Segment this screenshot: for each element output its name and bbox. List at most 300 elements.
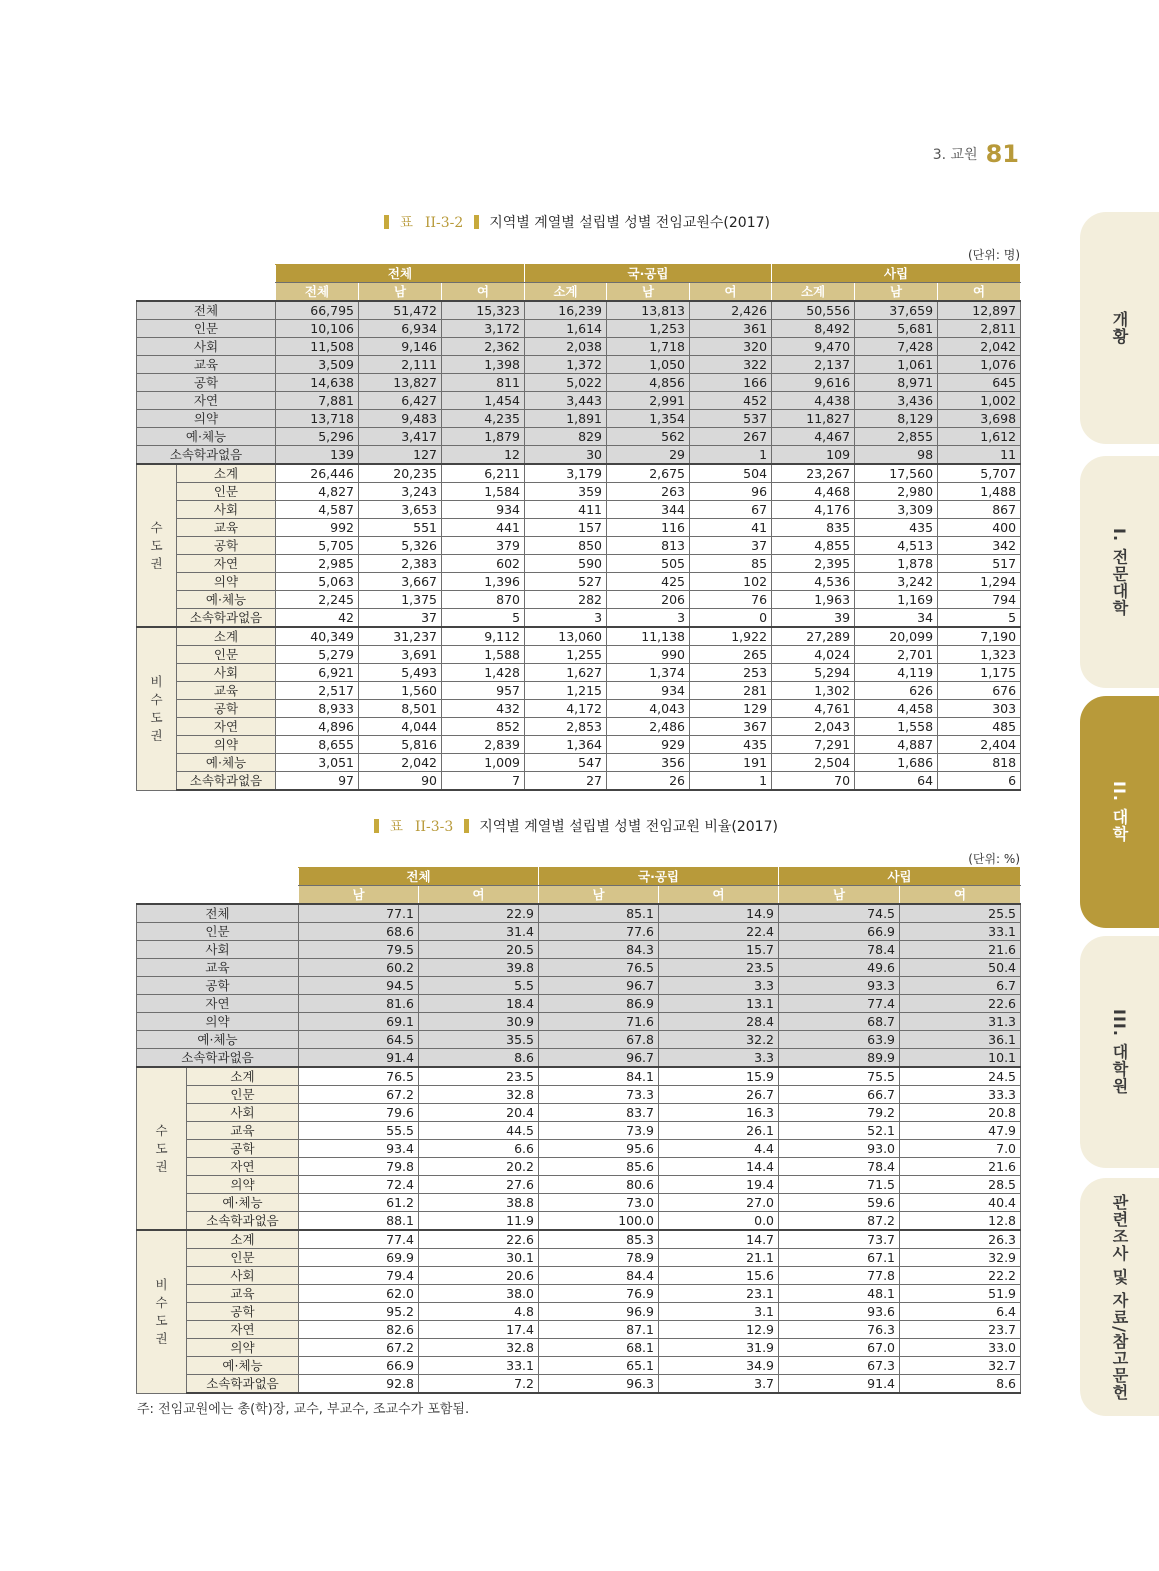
table-cell: 88.1 <box>299 1212 419 1231</box>
column-header: 소계 <box>525 283 607 302</box>
table-cell: 84.3 <box>539 941 659 959</box>
table-cell: 5,707 <box>938 464 1021 483</box>
row-category: 공학 <box>177 700 276 718</box>
table-cell: 64 <box>855 772 938 791</box>
table-cell: 50,556 <box>772 301 855 320</box>
table-cell: 24.5 <box>900 1067 1021 1086</box>
table-cell: 3,417 <box>359 428 442 446</box>
table-cell: 73.9 <box>539 1122 659 1140</box>
table-cell: 265 <box>690 646 772 664</box>
table-cell: 1,922 <box>690 627 772 646</box>
table-cell: 0 <box>690 609 772 628</box>
table-cell: 55.5 <box>299 1122 419 1140</box>
tab-junior-college[interactable]: I. 전문대학 <box>1080 456 1159 688</box>
group-header: 전체 <box>299 868 539 886</box>
table-cell: 4,119 <box>855 664 938 682</box>
table-cell: 47.9 <box>900 1122 1021 1140</box>
table-cell: 75.5 <box>779 1067 900 1086</box>
table-cell: 84.4 <box>539 1267 659 1285</box>
table-cell: 23.5 <box>659 959 779 977</box>
table-cell: 73.3 <box>539 1086 659 1104</box>
table-cell: 3,443 <box>525 392 607 410</box>
column-header: 남 <box>779 886 900 905</box>
table-cell: 5,493 <box>359 664 442 682</box>
table-cell: 835 <box>772 519 855 537</box>
table-cell: 263 <box>607 483 690 501</box>
table-row <box>137 736 1021 754</box>
table-cell: 2,675 <box>607 464 690 483</box>
row-category: 예·체능 <box>177 754 276 772</box>
table-cell: 52.1 <box>779 1122 900 1140</box>
table-cell: 3,509 <box>276 356 359 374</box>
table-cell: 253 <box>690 664 772 682</box>
table-cell: 32.9 <box>900 1249 1021 1267</box>
table-cell: 127 <box>359 446 442 465</box>
section-label: 3. 교원 <box>932 147 978 163</box>
table-cell: 7.2 <box>419 1375 539 1394</box>
table-cell: 322 <box>690 356 772 374</box>
table-cell: 76.5 <box>299 1067 419 1086</box>
table-row <box>137 995 1021 1013</box>
table-row <box>137 700 1021 718</box>
table-cell: 4,467 <box>772 428 855 446</box>
table-cell: 1,558 <box>855 718 938 736</box>
region-label: 비 수 도 권 <box>137 1230 187 1393</box>
row-category: 소속학과없음 <box>177 772 276 791</box>
table-cell: 32.8 <box>419 1086 539 1104</box>
table-cell: 1,372 <box>525 356 607 374</box>
table-cell: 4,024 <box>772 646 855 664</box>
table-row <box>137 1049 1021 1068</box>
tab-university[interactable]: II. 대학 <box>1080 696 1159 928</box>
table-cell: 61.2 <box>299 1194 419 1212</box>
title-bar-icon <box>374 819 379 833</box>
table-cell: 42 <box>276 609 359 628</box>
table-cell: 96 <box>690 483 772 501</box>
table-row <box>137 904 1021 923</box>
table-cell: 25.5 <box>900 904 1021 923</box>
table-cell: 12 <box>442 446 525 465</box>
table-cell: 432 <box>442 700 525 718</box>
table-cell: 9,470 <box>772 338 855 356</box>
table-cell: 5,279 <box>276 646 359 664</box>
table-cell: 191 <box>690 754 772 772</box>
table-cell: 66,795 <box>276 301 359 320</box>
table-cell: 40,349 <box>276 627 359 646</box>
table-cell: 992 <box>276 519 359 537</box>
table-row <box>137 1267 1021 1285</box>
table-cell: 3.3 <box>659 1049 779 1068</box>
table-row <box>137 977 1021 995</box>
table-cell: 13,813 <box>607 301 690 320</box>
table-cell: 14.7 <box>659 1230 779 1249</box>
table-cell: 811 <box>442 374 525 392</box>
table-cell: 934 <box>607 682 690 700</box>
table-row <box>137 483 1021 501</box>
table-cell: 5,816 <box>359 736 442 754</box>
table-cell: 813 <box>607 537 690 555</box>
row-category: 공학 <box>137 374 276 392</box>
table-cell: 3 <box>525 609 607 628</box>
column-header: 여 <box>900 886 1021 905</box>
table-cell: 7,190 <box>938 627 1021 646</box>
table-cell: 1,963 <box>772 591 855 609</box>
table-cell: 31.9 <box>659 1339 779 1357</box>
row-category: 의약 <box>177 736 276 754</box>
row-category: 인문 <box>137 320 276 338</box>
table-row <box>137 338 1021 356</box>
column-header: 여 <box>659 886 779 905</box>
table-cell: 26,446 <box>276 464 359 483</box>
table-cell: 15.7 <box>659 941 779 959</box>
table-cell: 1,169 <box>855 591 938 609</box>
table-cell: 3,667 <box>359 573 442 591</box>
row-category: 예·체능 <box>137 1031 299 1049</box>
table-cell: 9,146 <box>359 338 442 356</box>
table-cell: 51.9 <box>900 1285 1021 1303</box>
region-label: 수 도 권 <box>137 464 177 627</box>
table-cell: 2,404 <box>938 736 1021 754</box>
table-cell: 5,681 <box>855 320 938 338</box>
table-cell: 850 <box>525 537 607 555</box>
table-cell: 8,492 <box>772 320 855 338</box>
column-header: 남 <box>359 283 442 302</box>
row-category: 인문 <box>177 483 276 501</box>
table-cell: 1,294 <box>938 573 1021 591</box>
table-cell: 537 <box>690 410 772 428</box>
table-cell: 547 <box>525 754 607 772</box>
table-cell: 84.1 <box>539 1067 659 1086</box>
table-cell: 8.6 <box>419 1049 539 1068</box>
table-cell: 1,302 <box>772 682 855 700</box>
table-cell: 6,921 <box>276 664 359 682</box>
table-cell: 93.6 <box>779 1303 900 1321</box>
table-cell: 67.1 <box>779 1249 900 1267</box>
table-cell: 38.8 <box>419 1194 539 1212</box>
table-cell: 282 <box>525 591 607 609</box>
table-cell: 5,022 <box>525 374 607 392</box>
table-cell: 3,698 <box>938 410 1021 428</box>
title-bar-icon <box>474 215 479 229</box>
table-cell: 28.5 <box>900 1176 1021 1194</box>
table-cell: 6,211 <box>442 464 525 483</box>
table-cell: 379 <box>442 537 525 555</box>
table-row <box>137 627 1021 646</box>
table-row <box>137 374 1021 392</box>
table-cell: 1,076 <box>938 356 1021 374</box>
row-category: 소속학과없음 <box>187 1212 299 1231</box>
group-header: 국·공립 <box>525 265 772 283</box>
table-cell: 4,235 <box>442 410 525 428</box>
table-cell: 8,129 <box>855 410 938 428</box>
table-cell: 76.3 <box>779 1321 900 1339</box>
table-cell: 4,855 <box>772 537 855 555</box>
table-cell: 1,614 <box>525 320 607 338</box>
table-cell: 67.2 <box>299 1086 419 1104</box>
table-cell: 590 <box>525 555 607 573</box>
table-cell: 5.5 <box>419 977 539 995</box>
table-row <box>137 301 1021 320</box>
row-category: 의약 <box>177 573 276 591</box>
table-cell: 3,309 <box>855 501 938 519</box>
table-cell: 78.4 <box>779 1158 900 1176</box>
table-cell: 59.6 <box>779 1194 900 1212</box>
table-cell: 1,584 <box>442 483 525 501</box>
table-cell: 94.5 <box>299 977 419 995</box>
table-cell: 32.8 <box>419 1339 539 1357</box>
table-cell: 76.9 <box>539 1285 659 1303</box>
table-cell: 425 <box>607 573 690 591</box>
table-cell: 6,934 <box>359 320 442 338</box>
table-cell: 3.1 <box>659 1303 779 1321</box>
table-cell: 64.5 <box>299 1031 419 1049</box>
table-cell: 48.1 <box>779 1285 900 1303</box>
table-cell: 68.6 <box>299 923 419 941</box>
table-cell: 20.4 <box>419 1104 539 1122</box>
row-category: 소속학과없음 <box>137 1049 299 1068</box>
table-row <box>137 923 1021 941</box>
row-category: 의약 <box>137 410 276 428</box>
row-category: 사회 <box>177 501 276 519</box>
row-category: 전체 <box>137 301 276 320</box>
row-category: 소계 <box>177 627 276 646</box>
row-category: 자연 <box>187 1321 299 1339</box>
table-cell: 23.7 <box>900 1321 1021 1339</box>
table-cell: 5,296 <box>276 428 359 446</box>
table-cell: 867 <box>938 501 1021 519</box>
table-cell: 2,839 <box>442 736 525 754</box>
table-cell: 20.2 <box>419 1158 539 1176</box>
table-cell: 13,060 <box>525 627 607 646</box>
row-category: 공학 <box>187 1140 299 1158</box>
table-cell: 95.6 <box>539 1140 659 1158</box>
table-cell: 2,395 <box>772 555 855 573</box>
table-row <box>137 1321 1021 1339</box>
row-category: 의약 <box>137 1013 299 1031</box>
table-cell: 1,686 <box>855 754 938 772</box>
column-header: 여 <box>442 283 525 302</box>
table-cell: 3,051 <box>276 754 359 772</box>
table-cell: 65.1 <box>539 1357 659 1375</box>
table-cell: 85 <box>690 555 772 573</box>
table-cell: 14,638 <box>276 374 359 392</box>
tab-overview[interactable]: 개황 <box>1080 212 1159 444</box>
table-cell: 77.1 <box>299 904 419 923</box>
table-row <box>137 356 1021 374</box>
table-cell: 30.9 <box>419 1013 539 1031</box>
table-cell: 2,426 <box>690 301 772 320</box>
table-cell: 102 <box>690 573 772 591</box>
table-cell: 818 <box>938 754 1021 772</box>
row-category: 인문 <box>137 923 299 941</box>
table-cell: 38.0 <box>419 1285 539 1303</box>
table-cell: 1,879 <box>442 428 525 446</box>
table-cell: 50.4 <box>900 959 1021 977</box>
table-cell: 1,175 <box>938 664 1021 682</box>
table-cell: 32.2 <box>659 1031 779 1049</box>
table-cell: 929 <box>607 736 690 754</box>
table-cell: 9,483 <box>359 410 442 428</box>
table-cell: 37,659 <box>855 301 938 320</box>
table-cell: 33.3 <box>900 1086 1021 1104</box>
row-category: 예·체능 <box>187 1357 299 1375</box>
table-cell: 23,267 <box>772 464 855 483</box>
row-category: 사회 <box>137 941 299 959</box>
table-cell: 60.2 <box>299 959 419 977</box>
row-category: 전체 <box>137 904 299 923</box>
row-category: 공학 <box>187 1303 299 1321</box>
table-row <box>137 959 1021 977</box>
table-row <box>137 392 1021 410</box>
table-cell: 86.9 <box>539 995 659 1013</box>
table-cell: 411 <box>525 501 607 519</box>
table-cell: 71.6 <box>539 1013 659 1031</box>
table-cell: 281 <box>690 682 772 700</box>
table-cell: 1 <box>690 772 772 791</box>
row-category: 인문 <box>177 646 276 664</box>
table-cell: 13,827 <box>359 374 442 392</box>
table-cell: 3,653 <box>359 501 442 519</box>
table-cell: 20,099 <box>855 627 938 646</box>
table-cell: 2,811 <box>938 320 1021 338</box>
table-cell: 441 <box>442 519 525 537</box>
table-cell: 33.0 <box>900 1339 1021 1357</box>
table-cell: 96.9 <box>539 1303 659 1321</box>
table-row <box>137 519 1021 537</box>
table-cell: 71.5 <box>779 1176 900 1194</box>
table-cell: 527 <box>525 573 607 591</box>
table-cell: 1,627 <box>525 664 607 682</box>
table-cell: 67.2 <box>299 1339 419 1357</box>
table-cell: 2,980 <box>855 483 938 501</box>
row-category: 소계 <box>187 1067 299 1086</box>
column-header: 여 <box>690 283 772 302</box>
row-category: 소속학과없음 <box>187 1375 299 1394</box>
table-cell: 22.4 <box>659 923 779 941</box>
tab-graduate-school[interactable]: III. 대학원 <box>1080 936 1159 1168</box>
table-cell: 81.6 <box>299 995 419 1013</box>
table-cell: 1,050 <box>607 356 690 374</box>
table-cell: 32.7 <box>900 1357 1021 1375</box>
row-category: 공학 <box>177 537 276 555</box>
row-category: 자연 <box>187 1158 299 1176</box>
row-category: 예·체능 <box>137 428 276 446</box>
table-cell: 67 <box>690 501 772 519</box>
table-cell: 67.3 <box>779 1357 900 1375</box>
table-cell: 17,560 <box>855 464 938 483</box>
table-cell: 39.8 <box>419 959 539 977</box>
table-cell: 2,383 <box>359 555 442 573</box>
row-category: 사회 <box>187 1104 299 1122</box>
table-cell: 73.0 <box>539 1194 659 1212</box>
table-cell: 794 <box>938 591 1021 609</box>
page-header <box>933 140 1019 168</box>
table-cell: 96.7 <box>539 1049 659 1068</box>
table-cell: 6 <box>938 772 1021 791</box>
group-header: 사립 <box>772 265 1021 283</box>
table-cell: 2,991 <box>607 392 690 410</box>
table-cell: 73.7 <box>779 1230 900 1249</box>
table-cell: 505 <box>607 555 690 573</box>
table-cell: 19.4 <box>659 1176 779 1194</box>
row-category: 소계 <box>187 1230 299 1249</box>
table-cell: 2,486 <box>607 718 690 736</box>
page-number: 81 <box>985 140 1019 168</box>
table-cell: 139 <box>276 446 359 465</box>
table-cell: 8,655 <box>276 736 359 754</box>
table-cell: 870 <box>442 591 525 609</box>
table1-title: 표 II-3-2 지역별 계열별 설립별 성별 전임교원수(2017) <box>384 212 770 232</box>
table-row <box>137 1249 1021 1267</box>
table-cell: 551 <box>359 519 442 537</box>
row-category: 인문 <box>187 1249 299 1267</box>
table1-unit: (단위: 명) <box>968 248 1020 262</box>
table-row <box>137 1086 1021 1104</box>
column-header: 남 <box>539 886 659 905</box>
table-cell: 62.0 <box>299 1285 419 1303</box>
table-cell: 6.7 <box>900 977 1021 995</box>
table-cell: 14.9 <box>659 904 779 923</box>
table-cell: 829 <box>525 428 607 446</box>
row-category: 소속학과없음 <box>137 446 276 465</box>
table-row <box>137 537 1021 555</box>
table-cell: 5,326 <box>359 537 442 555</box>
table-cell: 1,878 <box>855 555 938 573</box>
table-cell: 22.2 <box>900 1267 1021 1285</box>
table-cell: 303 <box>938 700 1021 718</box>
tab-references[interactable]: 관련조사 및 자료/참고문헌 <box>1080 1178 1159 1416</box>
table-row <box>137 1212 1021 1231</box>
row-category: 교육 <box>177 519 276 537</box>
table-row <box>137 591 1021 609</box>
table-cell: 116 <box>607 519 690 537</box>
table-cell: 33.1 <box>419 1357 539 1375</box>
table-cell: 21.6 <box>900 941 1021 959</box>
table-cell: 31,237 <box>359 627 442 646</box>
table-cell: 0.0 <box>659 1212 779 1231</box>
table-cell: 109 <box>772 446 855 465</box>
table-cell: 485 <box>938 718 1021 736</box>
table-cell: 49.6 <box>779 959 900 977</box>
table-row <box>137 501 1021 519</box>
table-row <box>137 573 1021 591</box>
table-row <box>137 1104 1021 1122</box>
table-row <box>137 1013 1021 1031</box>
table-cell: 957 <box>442 682 525 700</box>
table2-unit: (단위: %) <box>968 852 1020 866</box>
table-cell: 157 <box>525 519 607 537</box>
table-cell: 4,536 <box>772 573 855 591</box>
table-cell: 22.9 <box>419 904 539 923</box>
table-cell: 504 <box>690 464 772 483</box>
column-header: 여 <box>419 886 539 905</box>
table-cell: 83.7 <box>539 1104 659 1122</box>
table-cell: 400 <box>938 519 1021 537</box>
table-cell: 4,468 <box>772 483 855 501</box>
table-cell: 4,458 <box>855 700 938 718</box>
table-cell: 16,239 <box>525 301 607 320</box>
table-cell: 3,243 <box>359 483 442 501</box>
table-cell: 28.4 <box>659 1013 779 1031</box>
table-cell: 93.0 <box>779 1140 900 1158</box>
column-header: 전체 <box>276 283 359 302</box>
table-cell: 21.6 <box>900 1158 1021 1176</box>
table-row <box>137 609 1021 628</box>
table-cell: 4,172 <box>525 700 607 718</box>
row-category: 교육 <box>137 959 299 977</box>
table-cell: 11 <box>938 446 1021 465</box>
table-cell: 79.6 <box>299 1104 419 1122</box>
